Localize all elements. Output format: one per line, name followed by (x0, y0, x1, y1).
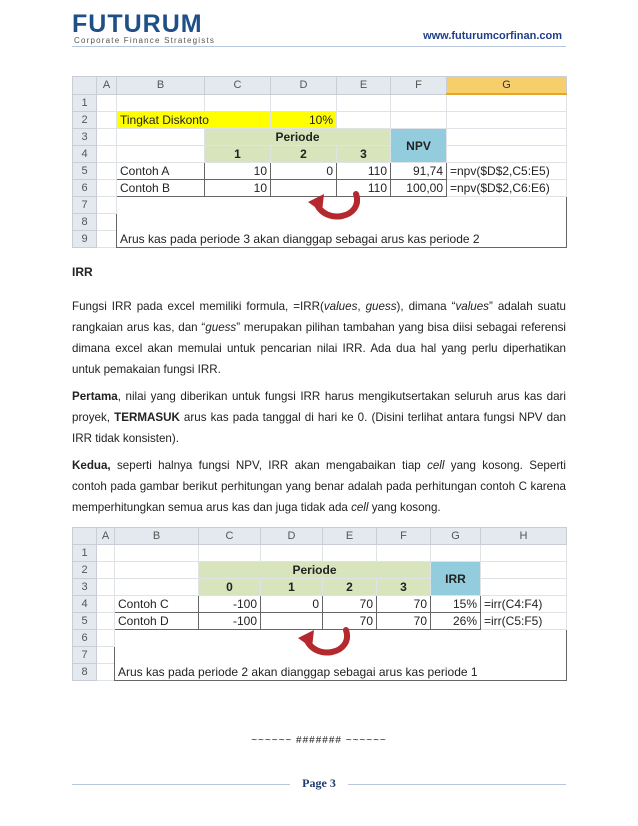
note-cell[interactable] (115, 630, 567, 681)
paragraph-kedua (72, 455, 566, 518)
sheet-corner[interactable] (73, 528, 97, 545)
col-header[interactable]: D (261, 528, 323, 545)
text-italic: cell (351, 501, 369, 514)
period-cell[interactable]: 3 (377, 579, 431, 596)
text-run: seperti halnya fungsi NPV, IRR akan mengabaikan tiap (110, 459, 428, 472)
row-header[interactable]: 6 (73, 630, 97, 647)
logo-tagline: Corporate Finance Strategists (74, 36, 216, 45)
row-header[interactable]: 1 (73, 545, 97, 562)
col-header[interactable]: B (117, 77, 205, 95)
formula-text[interactable]: =npv($D$2,C6:E6) (447, 180, 567, 197)
text-bold: Kedua, (72, 459, 111, 472)
text-bold: Pertama (72, 390, 118, 403)
text-run: Fungsi IRR pada excel memiliki formula, =IRR( (72, 300, 324, 313)
cash-flow-cell[interactable]: -100 (199, 613, 261, 630)
section-separator: ~~~~~~ ####### ~~~~~~ (251, 735, 387, 746)
cash-flow-cell[interactable]: 70 (323, 613, 377, 630)
npv-result[interactable]: 91,74 (391, 163, 447, 180)
row-header[interactable]: 2 (73, 112, 97, 129)
period-cell[interactable]: 2 (271, 146, 337, 163)
text-run: arus kas pada tanggal di hari ke 0. (Disini terlihat antara fungsi NPV dan IRR tidak konsisten). (72, 411, 566, 445)
npv-result[interactable]: 100,00 (391, 180, 447, 197)
text-run: ” merupakan pilihan tambahan yang bisa diisi sebagai referensi dimana excel akan memulai untuk pencarian nilai IRR. Ada dua hal yang perlu diperhatikan untuk pemakaian fungsi IRR. (72, 321, 566, 376)
col-header[interactable]: C (199, 528, 261, 545)
period-cell[interactable]: 1 (261, 579, 323, 596)
row-header[interactable]: 6 (73, 180, 97, 197)
periode-header[interactable]: Periode (199, 562, 431, 579)
period-cell[interactable]: 1 (205, 146, 271, 163)
row-label[interactable]: Contoh A (117, 163, 205, 180)
cash-flow-cell[interactable]: 70 (377, 613, 431, 630)
irr-spreadsheet (72, 527, 566, 681)
row-label[interactable]: Contoh D (115, 613, 199, 630)
col-header[interactable]: A (97, 528, 115, 545)
npv-header[interactable]: NPV (391, 129, 447, 163)
row-header[interactable]: 4 (73, 596, 97, 613)
row-header[interactable]: 5 (73, 163, 97, 180)
section-title: IRR (72, 265, 93, 279)
text-run: , nilai yang diberikan untuk fungsi IRR harus mengikutsertakan seluruh arus kas dari proyek, (72, 390, 566, 424)
text-run: , (357, 300, 366, 313)
cash-flow-cell[interactable]: 10 (205, 163, 271, 180)
row-header[interactable]: 1 (73, 94, 97, 112)
row-header[interactable]: 5 (73, 613, 97, 630)
formula-text[interactable]: =irr(C5:F5) (481, 613, 567, 630)
col-header[interactable]: E (323, 528, 377, 545)
discount-rate-label[interactable]: Tingkat Diskonto (117, 112, 271, 129)
col-header[interactable]: G (431, 528, 481, 545)
header-divider (72, 46, 566, 47)
cash-flow-cell[interactable]: 70 (377, 596, 431, 613)
cash-flow-cell[interactable] (271, 180, 337, 197)
note-cell[interactable] (117, 197, 567, 248)
row-header[interactable]: 3 (73, 579, 97, 596)
cash-flow-cell[interactable]: 70 (323, 596, 377, 613)
row-header[interactable]: 8 (73, 664, 97, 681)
text-run: ), dimana “ (396, 300, 456, 313)
text-bold: TERMASUK (114, 411, 180, 424)
text-italic: cell (427, 459, 445, 472)
period-cell[interactable]: 3 (337, 146, 391, 163)
col-header[interactable]: G (447, 77, 567, 95)
text-italic: values (455, 300, 489, 313)
paragraph-irr-formula (72, 296, 566, 380)
col-header[interactable]: F (391, 77, 447, 95)
sheet-corner[interactable] (73, 77, 97, 95)
col-header[interactable]: D (271, 77, 337, 95)
period-cell[interactable]: 0 (199, 579, 261, 596)
period-cell[interactable]: 2 (323, 579, 377, 596)
text-run: yang kosong. Seperti contoh pada gambar berikut perhitungan yang benar adalah pada perhitungan contoh C karena memperhitungkan semua arus kas dan juga tidak ada (72, 459, 566, 514)
logo-wordmark: FUTURUM (72, 10, 203, 38)
col-header[interactable]: H (481, 528, 567, 545)
row-label[interactable]: Contoh B (117, 180, 205, 197)
website-link[interactable]: www.futurumcorfinan.com (423, 30, 562, 42)
col-header[interactable]: B (115, 528, 199, 545)
page-number: Page 3 (302, 776, 336, 790)
cash-flow-cell[interactable] (261, 613, 323, 630)
periode-header[interactable]: Periode (205, 129, 391, 146)
row-header[interactable]: 7 (73, 647, 97, 664)
note-text: Arus kas pada periode 2 akan dianggap sebagai arus kas periode 1 (118, 665, 478, 679)
cash-flow-cell[interactable]: 110 (337, 180, 391, 197)
row-label[interactable]: Contoh C (115, 596, 199, 613)
cash-flow-cell[interactable]: 10 (205, 180, 271, 197)
cash-flow-cell[interactable]: 0 (271, 163, 337, 180)
irr-header[interactable]: IRR (431, 562, 481, 596)
paragraph-pertama (72, 386, 566, 449)
row-header[interactable]: 2 (73, 562, 97, 579)
row-header[interactable]: 7 (73, 197, 97, 214)
irr-result[interactable]: 26% (431, 613, 481, 630)
irr-result[interactable]: 15% (431, 596, 481, 613)
text-run: ” adalah suatu rangkaian arus kas, dan “ (72, 300, 566, 334)
row-header[interactable]: 8 (73, 214, 97, 231)
text-italic: guess (365, 300, 397, 313)
col-header[interactable]: F (377, 528, 431, 545)
row-header[interactable]: 9 (73, 231, 97, 248)
col-header[interactable]: C (205, 77, 271, 95)
row-header[interactable]: 4 (73, 146, 97, 163)
futurum-logo (72, 12, 232, 46)
formula-text[interactable]: =irr(C4:F4) (481, 596, 567, 613)
text-run: yang kosong. (368, 501, 441, 514)
npv-spreadsheet (72, 76, 566, 248)
formula-text[interactable]: =npv($D$2,C5:E5) (447, 163, 567, 180)
col-header[interactable]: A (97, 77, 117, 95)
cash-flow-cell[interactable]: -100 (199, 596, 261, 613)
text-italic: values (323, 300, 358, 313)
col-header[interactable]: E (337, 77, 391, 95)
cash-flow-cell[interactable]: 110 (337, 163, 391, 180)
note-text: Arus kas pada periode 3 akan dianggap sebagai arus kas periode 2 (120, 232, 480, 246)
text-italic: guess (205, 321, 237, 334)
row-header[interactable]: 3 (73, 129, 97, 146)
cash-flow-cell[interactable]: 0 (261, 596, 323, 613)
discount-rate-value[interactable]: 10% (271, 112, 337, 129)
